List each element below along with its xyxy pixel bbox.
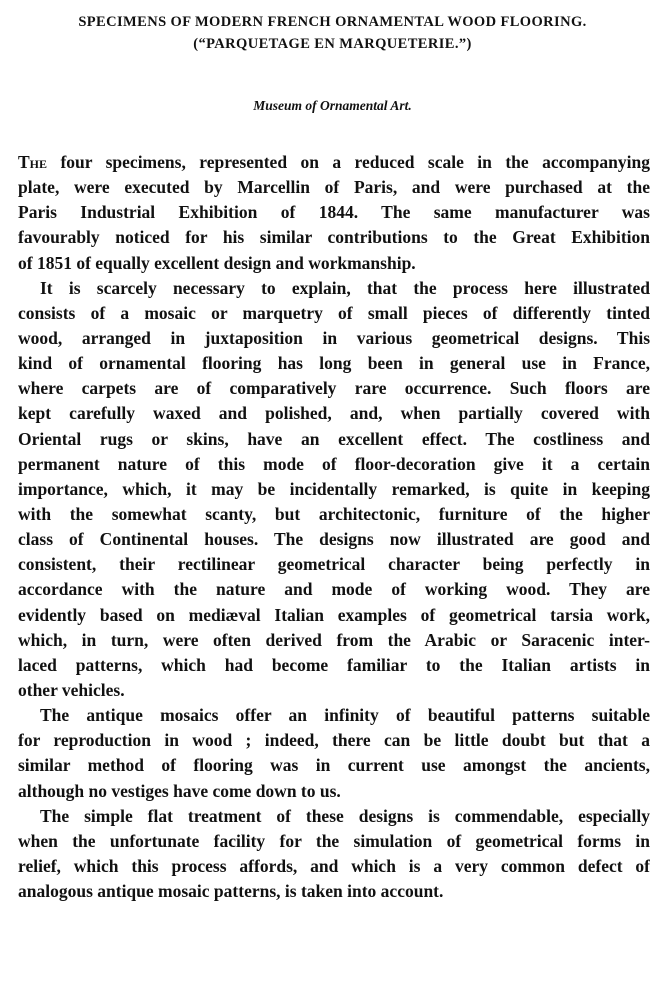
line-text: which, in turn, were often derived from the Arabic or Saracenic inter-: [18, 629, 650, 650]
line-text: laced patterns, which had become familiar to the Italian artists in: [18, 654, 650, 675]
line-text: other vehicles.: [18, 679, 125, 700]
text-line: [18, 251, 650, 276]
text-line: [18, 276, 650, 301]
text-line: [18, 779, 650, 804]
text-line: [18, 200, 650, 225]
line-text: class of Continental houses. The designs now illustrated are good and: [18, 529, 650, 550]
line-text: relief, which this process affords, and which is a very common defect of: [18, 855, 650, 876]
text-line: [18, 804, 650, 829]
line-text: evidently based on mediæval Italian examples of geometrical tarsia work,: [18, 604, 650, 625]
line-text: for reproduction in wood ; indeed, there can be little doubt but that a: [18, 730, 650, 751]
text-line: [18, 653, 650, 678]
text-line: [18, 603, 650, 628]
text-line: [18, 502, 650, 527]
line-text: Paris Industrial Exhibition of 1844. The same manufacturer was: [18, 202, 650, 223]
text-line: [18, 628, 650, 653]
line-text: The antique mosaics offer an infinity of beautiful patterns suitable: [40, 705, 650, 726]
document-subtitle: (“PARQUETAGE EN MARQUETERIE.”): [193, 36, 472, 52]
line-text: where carpets are of comparatively rare occurrence. Such floors are: [18, 378, 650, 399]
line-text: plate, were executed by Marcellin of Paris, and were purchased at the: [18, 177, 650, 198]
text-line: [18, 552, 650, 577]
text-line: [18, 477, 650, 502]
line-text: importance, which, it may be incidentally remarked, is quite in keeping: [18, 478, 650, 499]
body-text: [18, 150, 650, 904]
line-text: similar method of flooring was in current use amongst the ancients,: [18, 755, 650, 776]
line-text: Oriental rugs or skins, have an excellent effect. The costliness and: [18, 428, 650, 449]
text-line: [18, 728, 650, 753]
text-line: [18, 527, 650, 552]
line-text: consistent, their rectilinear geometrical character being perfectly in: [18, 554, 650, 575]
line-text: when the unfortunate facility for the simulation of geometrical forms in: [18, 830, 650, 851]
line-text: four specimens, represented on a reduced scale in the accompanying: [60, 152, 650, 172]
line-text: The simple flat treatment of these designs is commendable, especially: [40, 805, 650, 826]
text-line: [18, 879, 650, 904]
text-line: [18, 452, 650, 477]
text-line: [18, 150, 650, 175]
drop-word: The: [18, 152, 61, 172]
document-title: SPECIMENS OF MODERN FRENCH ORNAMENTAL WOOD FLOORING.: [78, 14, 587, 30]
text-line: [18, 703, 650, 728]
line-text: favourably noticed for his similar contributions to the Great Exhibition: [18, 227, 650, 248]
text-line: [18, 401, 650, 426]
text-line: [18, 829, 650, 854]
text-line: [18, 427, 650, 452]
line-text: consists of a mosaic or marquetry of small pieces of differently tinted: [18, 302, 650, 323]
text-line: [18, 678, 650, 703]
text-line: [18, 175, 650, 200]
line-text: analogous antique mosaic patterns, is taken into account.: [18, 881, 444, 902]
line-text: of 1851 of equally excellent design and workmanship.: [18, 252, 416, 273]
text-line: [18, 301, 650, 326]
line-text: with the somewhat scanty, but architectonic, furniture of the higher: [18, 503, 650, 524]
text-line: [18, 577, 650, 602]
line-text: kind of ornamental flooring has long been in general use in France,: [18, 353, 650, 374]
line-text: wood, arranged in juxtaposition in various geometrical designs. This: [18, 327, 650, 348]
line-text: although no vestiges have come down to us.: [18, 780, 341, 801]
text-line: [18, 854, 650, 879]
text-line: [18, 351, 650, 376]
text-line: [18, 326, 650, 351]
text-line: [18, 753, 650, 778]
line-text: It is scarcely necessary to explain, that the process here illustrated: [40, 277, 650, 298]
text-line: [18, 376, 650, 401]
line-text: accordance with the nature and mode of working wood. They are: [18, 579, 650, 600]
source-attribution: Museum of Ornamental Art.: [253, 98, 412, 113]
line-text: permanent nature of this mode of floor-decoration give it a certain: [18, 453, 650, 474]
line-text: kept carefully waxed and polished, and, when partially covered with: [18, 403, 650, 424]
text-line: [18, 225, 650, 250]
